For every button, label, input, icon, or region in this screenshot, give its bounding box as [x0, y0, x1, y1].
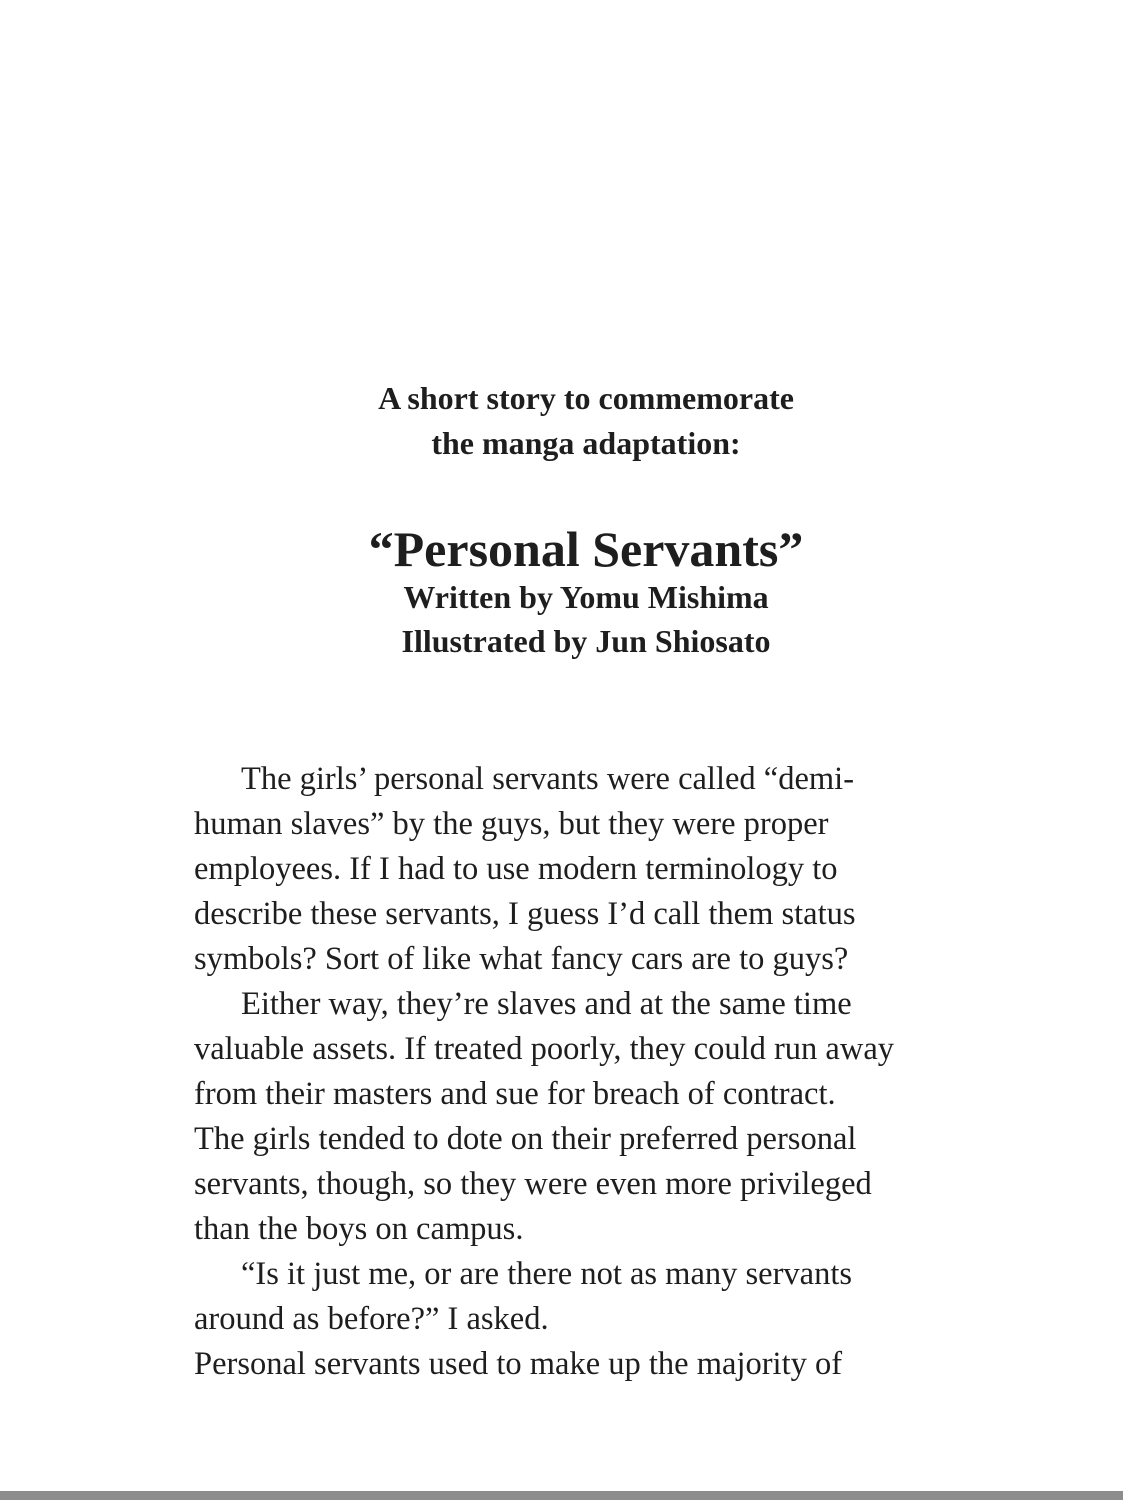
- body-line: The girls tended to dote on their preferred personal: [194, 1121, 857, 1157]
- body-line: around as before?” I asked.: [194, 1301, 549, 1337]
- intro-line-2: the manga adaptation:: [431, 425, 741, 461]
- intro-heading: [0, 376, 1123, 466]
- story-body: [194, 757, 979, 1387]
- intro-line-1: A short story to commemorate: [378, 380, 794, 416]
- body-line: servants, though, so they were even more privileged: [194, 1166, 872, 1202]
- body-line: symbols? Sort of like what fancy cars are to guys?: [194, 941, 849, 977]
- body-line: Personal servants used to make up the majority of: [194, 1346, 843, 1382]
- body-line: employees. If I had to use modern terminology to: [194, 851, 838, 887]
- bottom-divider: [0, 1491, 1123, 1500]
- story-title: “Personal Servants”: [368, 521, 804, 577]
- body-line: human slaves” by the guys, but they were proper: [194, 806, 829, 842]
- body-line: describe these servants, I guess I’d call them status: [194, 896, 856, 932]
- body-line: than the boys on campus.: [194, 1211, 524, 1247]
- body-line: Either way, they’re slaves and at the same time: [241, 986, 852, 1022]
- credits: [0, 575, 1123, 663]
- body-line: from their masters and sue for breach of contract.: [194, 1076, 836, 1112]
- body-line: “Is it just me, or are there not as many servants: [241, 1256, 852, 1292]
- illustrator-credit: Illustrated by Jun Shiosato: [401, 623, 771, 659]
- body-line: valuable assets. If treated poorly, they could run away: [194, 1031, 895, 1067]
- body-line: The girls’ personal servants were called “demi-: [241, 761, 855, 797]
- author-credit: Written by Yomu Mishima: [403, 579, 769, 615]
